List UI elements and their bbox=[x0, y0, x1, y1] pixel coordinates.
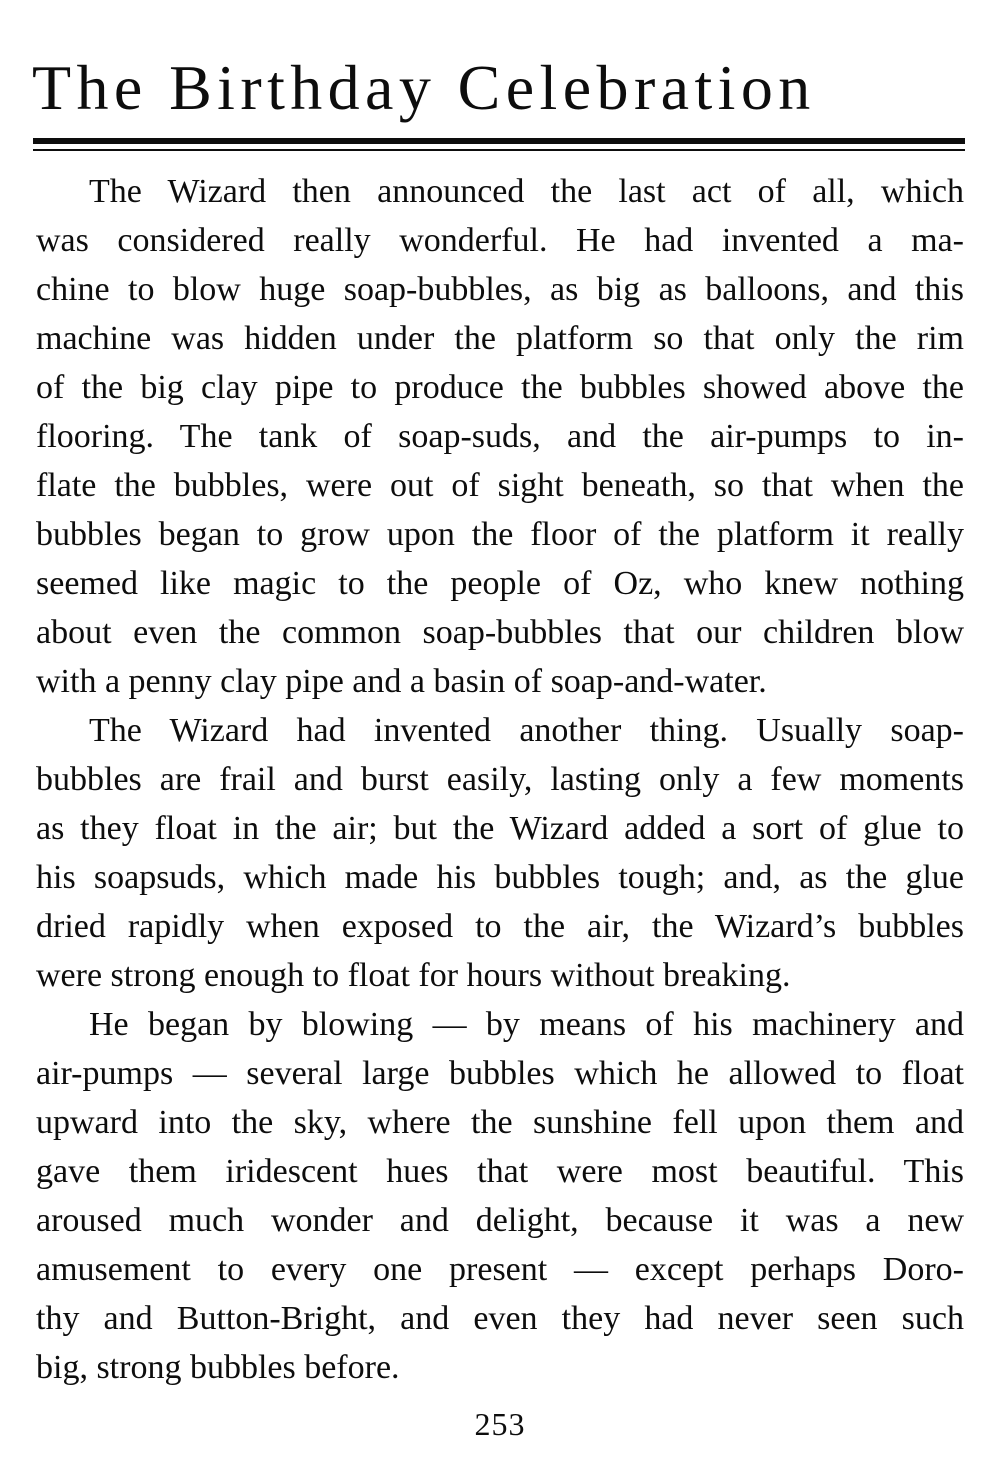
paragraph-2 bbox=[36, 706, 964, 1000]
text-line: upward into the sky, where the sunshine fell upon them and bbox=[36, 1104, 964, 1141]
text-line: of the big clay pipe to produce the bubbles showed above the bbox=[36, 369, 964, 406]
text-line: was considered really wonderful. He had invented a ma- bbox=[36, 222, 964, 259]
heading-rule-thin bbox=[33, 149, 965, 151]
text-line: bubbles are frail and burst easily, lasting only a few moments bbox=[36, 761, 964, 798]
text-line: The Wizard then announced the last act of all, which bbox=[89, 173, 964, 210]
page-number: 253 bbox=[474, 1406, 526, 1442]
text-line: seemed like magic to the people of Oz, who knew nothing bbox=[36, 565, 964, 602]
chapter-heading: The Birthday Celebration bbox=[32, 52, 816, 123]
text-line: thy and Button-Bright, and even they had never seen such bbox=[36, 1300, 964, 1337]
text-line: were strong enough to float for hours without breaking. bbox=[36, 957, 791, 994]
text-line: air-pumps — several large bubbles which he allowed to float bbox=[36, 1055, 964, 1092]
text-line: chine to blow huge soap-bubbles, as big as balloons, and this bbox=[36, 271, 964, 308]
text-line: gave them iridescent hues that were most beautiful. This bbox=[36, 1153, 964, 1190]
text-line: flate the bubbles, were out of sight beneath, so that when the bbox=[36, 467, 964, 504]
paragraph-3 bbox=[36, 1000, 964, 1392]
text-line: The Wizard had invented another thing. Usually soap- bbox=[89, 712, 964, 749]
paragraph-1 bbox=[36, 167, 964, 706]
text-line: his soapsuds, which made his bubbles tough; and, as the glue bbox=[36, 859, 964, 896]
text-line: as they float in the air; but the Wizard added a sort of glue to bbox=[36, 810, 964, 847]
body-text bbox=[36, 167, 964, 1392]
text-line: big, strong bubbles before. bbox=[36, 1349, 400, 1386]
text-line: dried rapidly when exposed to the air, the Wizard’s bubbles bbox=[36, 908, 964, 945]
heading-rule-thick bbox=[33, 138, 965, 144]
text-line: with a penny clay pipe and a basin of soap-and-water. bbox=[36, 663, 767, 700]
text-line: flooring. The tank of soap-suds, and the air-pumps to in- bbox=[36, 418, 964, 455]
text-line: machine was hidden under the platform so that only the rim bbox=[36, 320, 964, 357]
text-line: about even the common soap-bubbles that our children blow bbox=[36, 614, 964, 651]
text-line: He began by blowing — by means of his machinery and bbox=[89, 1006, 964, 1043]
text-line: amusement to every one present — except perhaps Doro- bbox=[36, 1251, 964, 1288]
text-line: aroused much wonder and delight, because it was a new bbox=[36, 1202, 964, 1239]
text-line: bubbles began to grow upon the floor of the platform it really bbox=[36, 516, 964, 553]
